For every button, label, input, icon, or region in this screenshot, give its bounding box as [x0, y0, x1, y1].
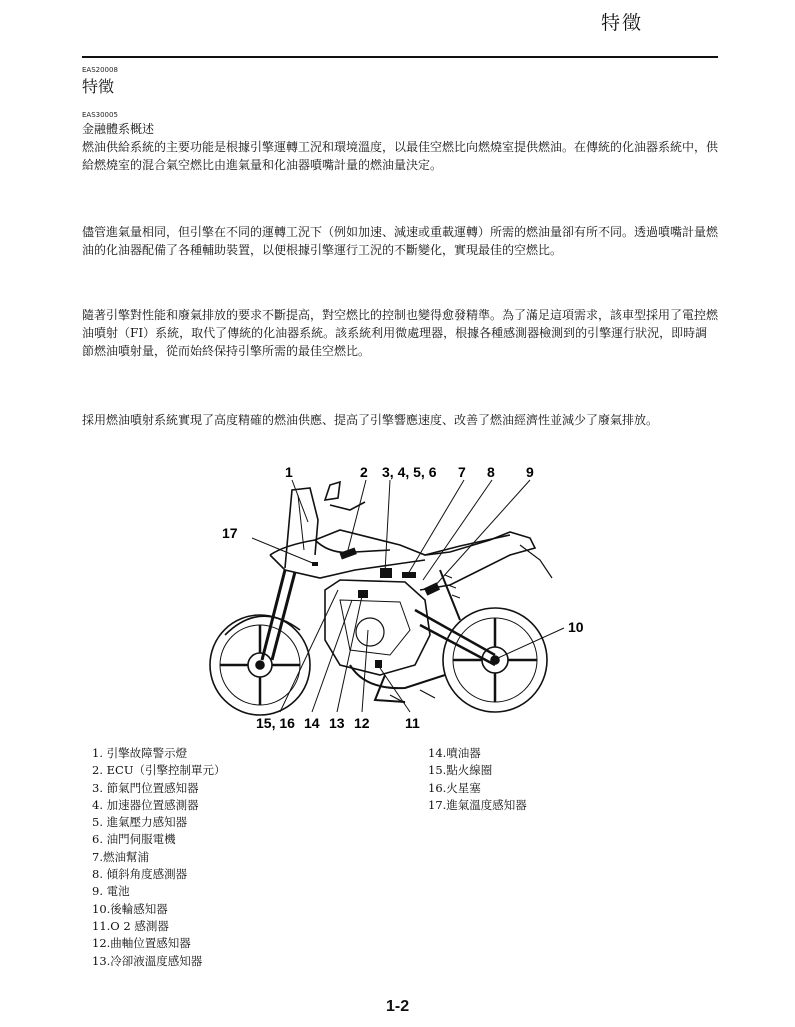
running-header-title: 特徵 — [600, 12, 643, 34]
motorcycle-fi-diagram — [190, 460, 610, 750]
legend-item: 3. 節氣門位置感知器 — [92, 780, 199, 795]
legend-item: 15.點火線圈 — [428, 763, 493, 778]
paragraph-2: 儘管進氣量相同，但引擎在不同的運轉工況下（例如加速、減速或重載運轉）所需的燃油量卻有所不同。透過噴嘴計量燃油的化油器配備了各種輔助裝置，以便根據引擎運行工況的不斷變化，實現最佳的空燃比。 — [82, 225, 719, 257]
callout-17: 17 — [222, 525, 238, 541]
paragraph-1: 燃油供給系統的主要功能是根據引擎運轉工況和環境溫度，以最佳空燃比向燃燒室提供燃油。在傳統的化油器系統中，供給燃燒室的混合氣空燃比由進氣量和化油器噴嘴計量的燃油量決定。 — [82, 140, 719, 172]
callout-11: 11 — [405, 715, 420, 731]
subsection-title: 金融體系概述 — [82, 122, 155, 136]
section-title: 特徵 — [82, 77, 115, 96]
legend-item: 7.燃油幫浦 — [92, 849, 149, 864]
legend-item: 14.噴油器 — [428, 746, 481, 760]
legend-item: 5. 進氣壓力感知器 — [92, 815, 188, 830]
legend-item: 6. 油門伺服電機 — [92, 832, 176, 847]
callout-2: 2 — [360, 464, 368, 480]
callout-labels — [222, 464, 584, 731]
leader-lines — [252, 480, 564, 712]
legend-item: 13.冷卻液溫度感知器 — [92, 953, 203, 968]
callout-12: 12 — [354, 715, 370, 731]
legend-right — [428, 745, 527, 814]
legend-item: 11.O 2 感測器 — [92, 918, 169, 933]
legend-item: 2. ECU（引擎控制單元） — [92, 763, 226, 778]
section-code: EAS20008 — [82, 66, 118, 74]
paragraph-4: 採用燃油噴射系統實現了高度精確的燃油供應、提高了引擎響應速度、改善了燃油經濟性並減少了廢氣排放。 — [82, 413, 659, 427]
page-number: 1-2 — [386, 998, 410, 1015]
paragraph-3: 隨著引擎對性能和廢氣排放的要求不斷提高，對空燃比的控制也變得愈發精準。為了滿足這項需求，該車型採用了電控燃油噴射（FI）系統，取代了傳統的化油器系統。該系統利用微處理器，根據各種感測器檢測到的引擎運行狀況，即時調節燃油噴射量，從而始終保持引擎所需的最佳空燃比。 — [82, 308, 719, 358]
callout-9: 9 — [526, 464, 534, 480]
callout-15-16: 15, 16 — [256, 715, 295, 731]
motorcycle-illustration — [210, 482, 552, 715]
callout-13: 13 — [329, 715, 345, 731]
callout-7: 7 — [458, 464, 466, 480]
legend-item: 4. 加速器位置感測器 — [92, 797, 199, 812]
legend-left — [92, 745, 226, 970]
header-rule — [82, 56, 718, 58]
callout-8: 8 — [487, 464, 495, 480]
legend-item: 17.進氣溫度感知器 — [428, 797, 527, 812]
legend-item: 16.火星塞 — [428, 780, 481, 795]
legend-item: 9. 電池 — [92, 884, 130, 899]
subsection-code: EAS30005 — [82, 111, 118, 119]
legend-item: 1. 引擎故障警示燈 — [92, 746, 188, 760]
legend-item: 8. 傾斜角度感測器 — [92, 867, 188, 882]
legend-item: 10.後輪感知器 — [92, 901, 168, 916]
callout-1: 1 — [285, 464, 293, 480]
callout-14: 14 — [304, 715, 320, 731]
legend-item: 12.曲軸位置感知器 — [92, 936, 191, 951]
callout-10: 10 — [568, 619, 584, 635]
callout-3-6: 3, 4, 5, 6 — [382, 464, 437, 480]
